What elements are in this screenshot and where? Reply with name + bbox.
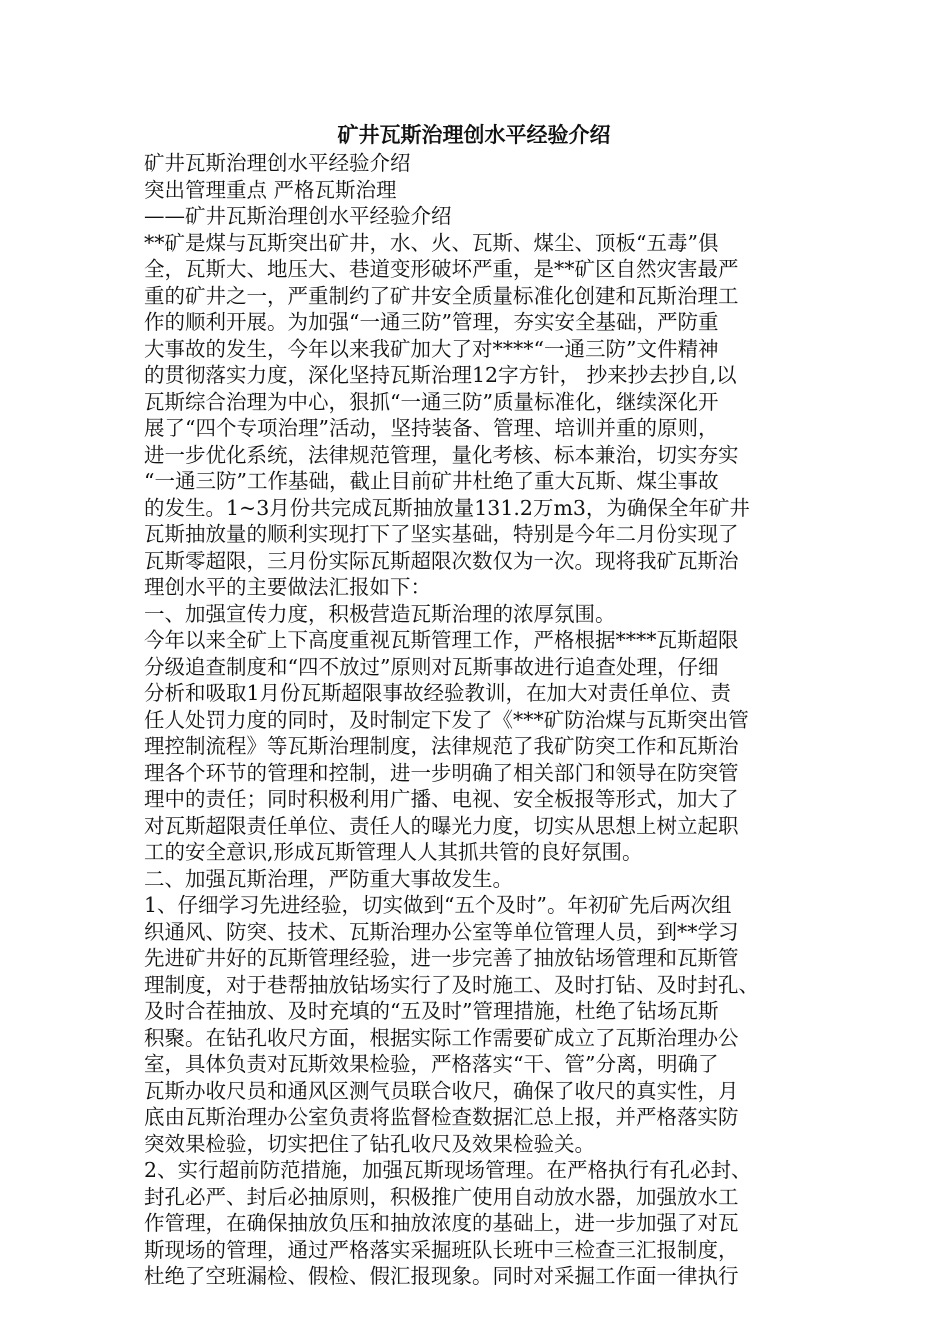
text-line: 作的顺利开展。为加强“一通三防”管理，夯实安全基础，严防重 [144,310,719,334]
text-line: 突出管理重点 严格瓦斯治理 [144,177,397,202]
document-body [144,150,804,1290]
text-line: “一通三防”工作基础，截止目前矿井杜绝了重大瓦斯、煤尘事故 [144,469,719,493]
text-line: 瓦斯零超限，三月份实际瓦斯超限次数仅为一次。现将我矿瓦斯治 [144,548,739,573]
text-line: 先进矿井好的瓦斯管理经验，进一步完善了抽放钻场管理和瓦斯管 [144,946,739,970]
text-line: 矿井瓦斯治理创水平经验介绍 [144,151,411,175]
text-line: ——矿井瓦斯治理创水平经验介绍 [144,204,452,228]
text-line: 瓦斯抽放量的顺利实现打下了坚实基础，特别是今年二月份实现了 [144,522,739,546]
text-line: 瓦斯综合治理为中心，狠抓“一通三防”质量标准化，继续深化开 [144,389,719,414]
text-line: 理各个环节的管理和控制，进一步明确了相关部门和领导在防突管 [144,760,739,785]
text-line: 对瓦斯超限责任单位、责任人的曝光力度，切实从思想上树立起职 [144,813,739,838]
text-line: 工的安全意识,形成瓦斯管理人人其抓共管的良好氛围。 [144,840,643,864]
text-line: 的贯彻落实力度，深化坚持瓦斯治理12字方针， 抄来抄去抄自,以 [144,363,737,387]
document-title: 矿井瓦斯治理创水平经验介绍 [337,122,611,147]
text-line: 重的矿井之一，严重制约了矿井安全质量标准化创建和瓦斯治理工 [144,283,739,308]
text-line: 积聚。在钻孔收尺方面，根据实际工作需要矿成立了瓦斯治理办公 [144,1025,739,1050]
document-page [144,120,804,1290]
text-line: **矿是煤与瓦斯突出矿井，水、火、瓦斯、煤尘、顶板“五毒”俱 [144,230,719,255]
text-line: 任人处罚力度的同时，及时制定下发了《***矿防治煤与瓦斯突出管 [144,707,749,732]
text-line: 全，瓦斯大、地压大、巷道变形破坏严重，是**矿区自然灾害最严 [144,257,739,281]
text-line: 理制度，对于巷帮抽放钻场实行了及时施工、及时打钻、及时封孔、 [144,972,759,997]
text-line: 底由瓦斯治理办公室负责将监督检查数据汇总上报，并严格落实防 [144,1105,739,1129]
text-line: 杜绝了空班漏检、假检、假汇报现象。同时对采掘工作面一律执行 [144,1264,739,1288]
text-line: 理创水平的主要做法汇报如下： [144,575,431,599]
text-line: 封孔必严、封后必抽原则，积极推广使用自动放水器，加强放水工 [144,1184,739,1209]
text-line: 的发生。1~3月份共完成瓦斯抽放量131.2万m3，为确保全年矿井 [144,495,750,520]
text-line: 二、加强瓦斯治理，严防重大事故发生。 [144,866,513,891]
text-line: 织通风、防突、技术、瓦斯治理办公室等单位管理人员，到**学习 [144,919,739,944]
text-line: 1、仔细学习先进经验，切实做到“五个及时”。年初矿先后两次组 [144,893,732,917]
text-line: 2、实行超前防范措施，加强瓦斯现场管理。在严格执行有孔必封、 [144,1158,752,1182]
text-line: 瓦斯办收尺员和通风区测气员联合收尺，确保了收尺的真实性，月 [144,1078,739,1103]
text-line: 作管理，在确保抽放负压和抽放浓度的基础上，进一步加强了对瓦 [144,1211,739,1235]
text-line: 分级追查制度和“四不放过”原则对瓦斯事故进行追查处理，仔细 [144,654,719,679]
text-line: 分析和吸取1月份瓦斯超限事故经验教训，在加大对责任单位、责 [144,681,732,705]
text-line: 展了“四个专项治理”活动，坚持装备、管理、培训并重的原则， [144,416,719,440]
text-line: 一、加强宣传力度，积极营造瓦斯治理的浓厚氛围。 [144,601,616,626]
text-line: 及时合茬抽放、及时充填的“五及时”管理措施，杜绝了钻场瓦斯 [144,999,719,1023]
text-line: 理中的责任；同时积极利用广播、电视、安全板报等形式，加大了 [144,787,739,811]
text-line: 理控制流程》等瓦斯治理制度，法律规范了我矿防突工作和瓦斯治 [144,734,739,758]
text-line: 今年以来全矿上下高度重视瓦斯管理工作，严格根据****瓦斯超限 [144,628,739,652]
text-line: 斯现场的管理，通过严格落实采掘班队长班中三检查三汇报制度， [144,1237,739,1262]
text-line: 突效果检验，切实把住了钻孔收尺及效果检验关。 [144,1131,595,1156]
text-line: 进一步优化系统，法律规范管理，量化考核、标本兼治，切实夯实 [144,442,739,467]
text-line: 室，具体负责对瓦斯效果检验，严格落实“干、管”分离，明确了 [144,1052,719,1076]
text-line: 大事故的发生，今年以来我矿加大了对****“一通三防”文件精神 [144,336,719,361]
